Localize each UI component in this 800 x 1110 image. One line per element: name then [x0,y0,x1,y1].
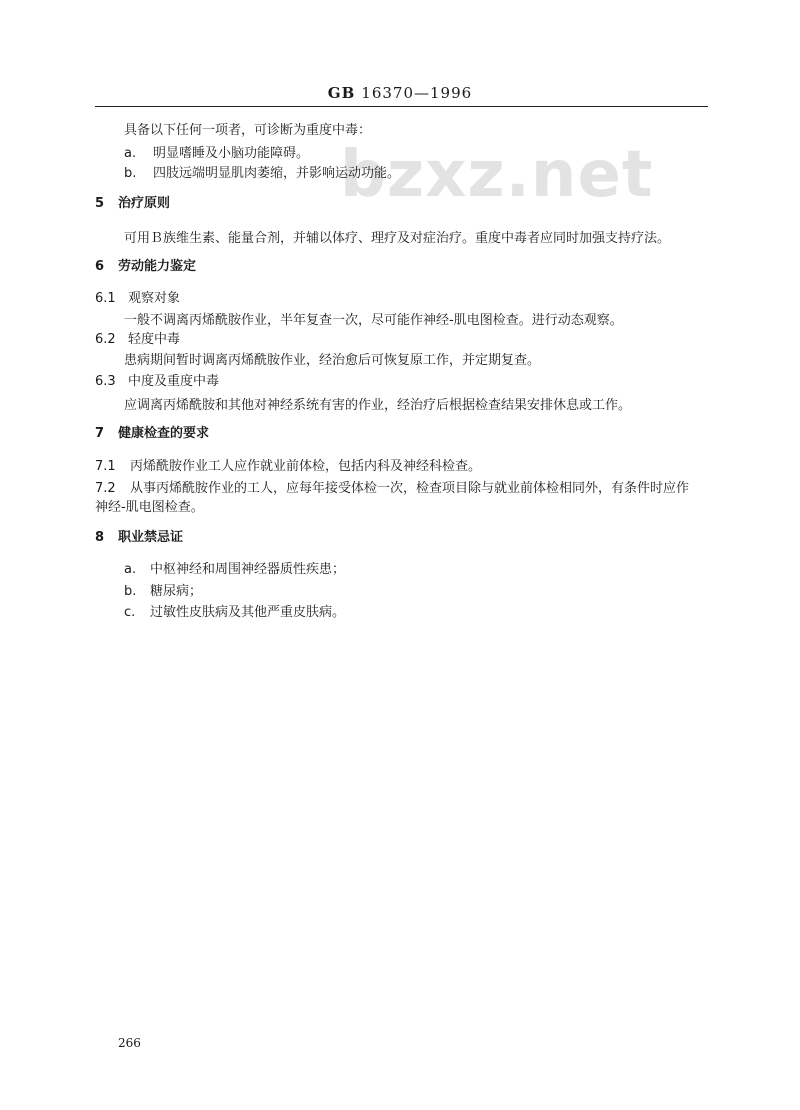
sec8-marker-c: c. [124,605,136,620]
sec6-1-number: 6.1 [95,291,116,306]
sec8-item-b: 糖尿病； [150,584,203,599]
sec8-item-c: 过敏性皮肤病及其他严重皮肤病。 [150,605,346,620]
sec6-title: 劳动能力鉴定 [118,259,197,274]
sec5-title: 治疗原则 [118,196,171,211]
intro-marker-b: b. [124,166,137,181]
sec7-1-text: 丙烯酰胺作业工人应作就业前体检，包括内科及神经科检查。 [130,459,482,474]
header-code: 16370—1996 [361,84,473,102]
sec8-marker-b: b. [124,584,137,599]
intro-item-a: 明显嗜睡及小脑功能障碍。 [153,146,310,161]
sec6-3-number: 6.3 [95,374,116,389]
sec7-2-continuation: 神经-肌电图检查。 [95,500,204,515]
page-number: 266 [118,1036,141,1050]
header-rule [95,106,708,107]
watermark: bzxz.net [340,138,654,212]
page-header [0,84,800,102]
sec6-number: 6 [95,259,105,274]
sec7-2-number: 7.2 [95,481,116,496]
sec6-2-number: 6.2 [95,332,116,347]
sec5-body: 可用Ｂ族维生素、能量合剂，并辅以体疗、理疗及对症治疗。重度中毒者应同时加强支持疗法。 [124,231,671,246]
intro-text: 具备以下任何一项者，可诊断为重度中毒： [124,123,372,138]
sec6-2-title: 轻度中毒 [128,332,181,347]
sec8-marker-a: a. [124,562,137,577]
sec7-2-text: 从事丙烯酰胺作业的工人，应每年接受体检一次，检查项目除与就业前体检相同外，有条件时应作 [130,481,690,496]
sec5-number: 5 [95,196,105,211]
sec6-1-title: 观察对象 [128,291,181,306]
sec6-3-title: 中度及重度中毒 [128,374,220,389]
sec8-title: 职业禁忌证 [118,530,184,545]
sec7-1-number: 7.1 [95,459,116,474]
sec6-1-body: 一般不调离丙烯酰胺作业，半年复查一次，尽可能作神经-肌电图检查。进行动态观察。 [124,313,623,328]
sec6-2-body: 患病期间暂时调离丙烯酰胺作业，经治愈后可恢复原工作，并定期复查。 [124,353,541,368]
header-prefix: GB [327,84,356,102]
sec6-3-body: 应调离丙烯酰胺和其他对神经系统有害的作业，经治疗后根据检查结果安排休息或工作。 [124,398,632,413]
sec7-number: 7 [95,426,105,441]
sec8-number: 8 [95,530,105,545]
sec7-title: 健康检查的要求 [118,426,210,441]
sec8-item-a: 中枢神经和周围神经器质性疾患； [150,562,346,577]
intro-item-b: 四肢远端明显肌肉萎缩，并影响运动功能。 [153,166,401,181]
intro-marker-a: a. [124,146,137,161]
